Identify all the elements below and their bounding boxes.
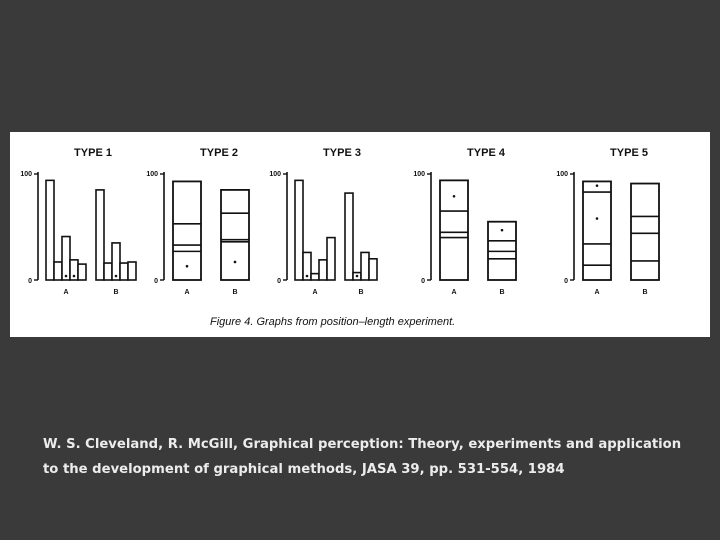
bar bbox=[46, 180, 54, 280]
y-tick-label-bottom: 0 bbox=[154, 278, 158, 285]
category-label: A bbox=[451, 289, 457, 296]
category-label: A bbox=[63, 289, 69, 296]
marker-dot bbox=[596, 184, 599, 187]
y-tick-label-bottom: 0 bbox=[421, 278, 425, 285]
chart-panel-2 bbox=[146, 147, 249, 296]
category-label: A bbox=[594, 289, 600, 296]
y-tick-label-bottom: 0 bbox=[277, 278, 281, 285]
category-label: B bbox=[358, 289, 364, 296]
panel-title: TYPE 2 bbox=[200, 147, 238, 159]
bar bbox=[311, 274, 319, 280]
category-label: B bbox=[642, 289, 648, 296]
stacked-bar bbox=[631, 184, 659, 280]
marker-dot bbox=[306, 275, 309, 278]
marker-dot bbox=[501, 229, 504, 232]
bar bbox=[361, 252, 369, 280]
marker-dot bbox=[73, 275, 76, 278]
panel-title: TYPE 1 bbox=[74, 147, 112, 159]
bar bbox=[54, 262, 62, 280]
figure-graphs bbox=[10, 132, 710, 337]
bar bbox=[62, 237, 70, 280]
y-tick-label-top: 100 bbox=[413, 171, 425, 178]
figure-panel bbox=[10, 132, 710, 337]
category-label: B bbox=[113, 289, 119, 296]
bar bbox=[295, 180, 303, 280]
marker-dot bbox=[596, 217, 599, 220]
panel-title: TYPE 3 bbox=[323, 147, 361, 159]
chart-panel-5 bbox=[556, 147, 659, 296]
y-tick-label-bottom: 0 bbox=[564, 278, 568, 285]
bar bbox=[128, 262, 136, 280]
bar bbox=[78, 264, 86, 280]
citation-line-2: to the development of graphical methods, JASA 39, pp. 531-554, 1984 bbox=[43, 462, 565, 477]
chart-panel-1 bbox=[20, 147, 136, 296]
bar bbox=[120, 263, 128, 280]
bar bbox=[96, 190, 104, 280]
marker-dot bbox=[115, 275, 118, 278]
y-tick-label-bottom: 0 bbox=[28, 278, 32, 285]
bar bbox=[112, 243, 120, 280]
panel-title: TYPE 5 bbox=[610, 147, 648, 159]
chart-panel-3 bbox=[269, 147, 377, 296]
y-tick-label-top: 100 bbox=[269, 171, 281, 178]
category-label: A bbox=[312, 289, 318, 296]
chart-panel-4 bbox=[413, 147, 516, 296]
marker-dot bbox=[186, 265, 189, 268]
marker-dot bbox=[453, 195, 456, 198]
category-label: B bbox=[232, 289, 238, 296]
y-tick-label-top: 100 bbox=[556, 171, 568, 178]
y-tick-label-top: 100 bbox=[20, 171, 32, 178]
bar bbox=[319, 260, 327, 280]
bar bbox=[104, 263, 112, 280]
category-label: A bbox=[184, 289, 190, 296]
marker-dot bbox=[356, 275, 359, 278]
bar bbox=[369, 259, 377, 280]
y-tick-label-top: 100 bbox=[146, 171, 158, 178]
stacked-bar bbox=[221, 190, 249, 280]
figure-caption: Figure 4. Graphs from position–length experiment. bbox=[210, 316, 456, 328]
marker-dot bbox=[234, 261, 237, 264]
category-label: B bbox=[499, 289, 505, 296]
bar bbox=[327, 238, 335, 280]
bar bbox=[345, 193, 353, 280]
citation bbox=[43, 432, 703, 482]
marker-dot bbox=[65, 275, 68, 278]
citation-line-1: W. S. Cleveland, R. McGill, Graphical perception: Theory, experiments and application bbox=[43, 437, 682, 452]
panel-title: TYPE 4 bbox=[467, 147, 505, 159]
